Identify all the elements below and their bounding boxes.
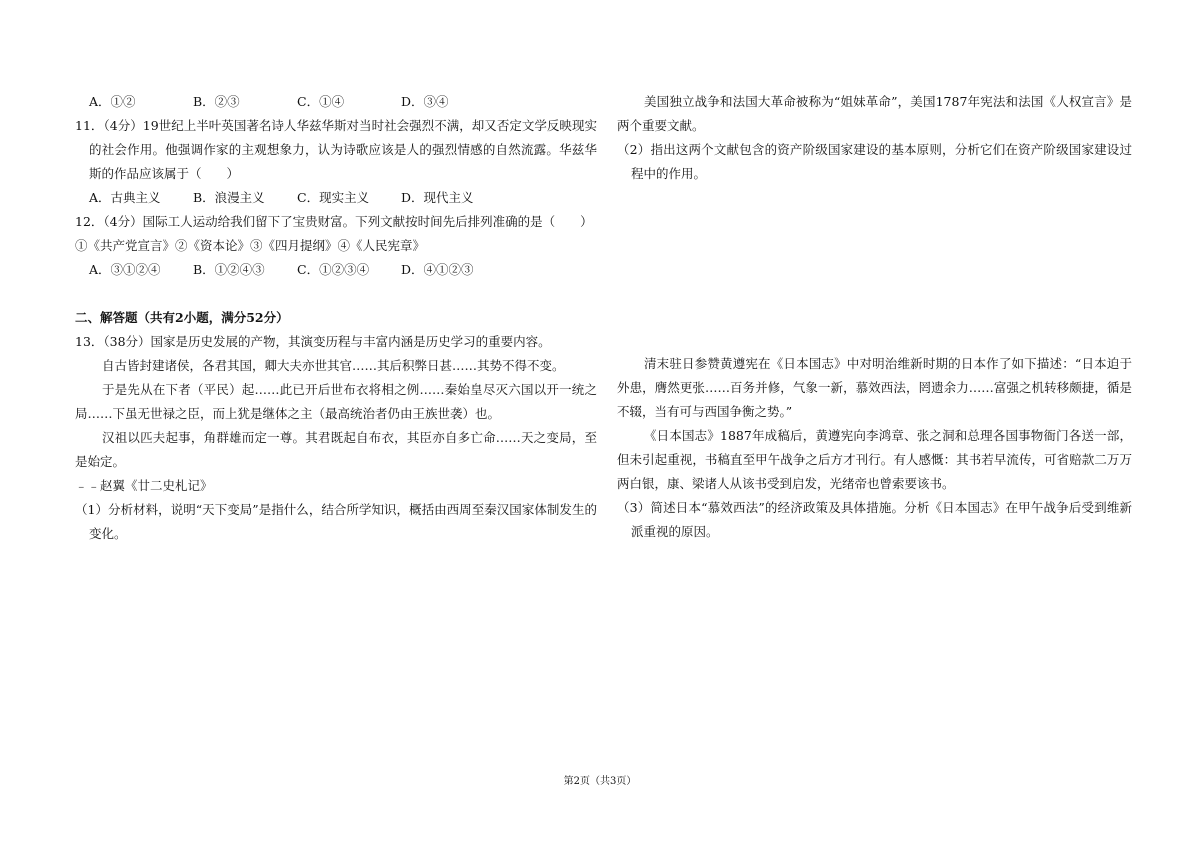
q13-subquestion-2: （2）指出这两个文献包含的资产阶级国家建设的基本原则，分析它们在资产阶级国家建设过程中的作用。 <box>617 142 1132 181</box>
q13-material-paragraph-4: 美国独立战争和法国大革命被称为“姐妹革命”，美国1787年宪法和法国《人权宣言》是两个重要文献。 <box>617 94 1132 133</box>
q12-option-c: C．①②③④ <box>297 262 370 277</box>
q13-subquestion-3: （3）简述日本“慕效西法”的经济政策及具体措施。分析《日本国志》在甲午战争后受到维新派重视的原因。 <box>617 500 1132 539</box>
q13-stem: 13．（38分）国家是历史发展的产物，其演变历程与丰富内涵是历史学习的重要内容。 <box>75 334 551 349</box>
q11-option-a: A．古典主义 <box>89 190 161 205</box>
section-title: 二、解答题（共有2小题，满分52分） <box>75 310 289 325</box>
q12-option-b: B．①②④③ <box>193 262 265 277</box>
q11-option-d: D．现代主义 <box>401 190 474 205</box>
q12-stem: 12．（4分）国际工人运动给我们留下了宝贵财富。下列文献按时间先后排列准确的是（ ） <box>75 214 593 229</box>
answer-space <box>617 186 1132 352</box>
q13-material-paragraph-6: 《日本国志》1887年成稿后，黄遵宪向李鸿章、张之洞和总理各国事物衙门各送一部，但未引起重视，书稿直至甲午战争之后方才刊行。有人感慨：其书若早流传，可省赔款二万万两白银，康、梁诸人从该书受到启发，光绪帝也曾索要该书。 <box>617 428 1132 491</box>
left-column <box>75 90 597 546</box>
q10-option-b: B．②③ <box>193 94 240 109</box>
q10-options <box>75 90 597 114</box>
q11-stem: 11．（4分）19世纪上半叶英国著名诗人华兹华斯对当时社会强烈不满，却又否定文学反映现实的社会作用。他强调作家的主观想象力，认为诗歌应该是人的强烈情感的自然流露。华兹华斯的作品应该属于（ ） <box>75 118 597 181</box>
q13-source: ﹣﹣赵翼《廿二史札记》 <box>75 478 213 493</box>
q12-option-a: A．③①②④ <box>89 262 161 277</box>
q13-material-paragraph-1: 自古皆封建诸侯，各君其国，卿大夫亦世其官……其后积弊日甚……其势不得不变。 <box>102 358 565 373</box>
q10-option-d: D．③④ <box>401 94 449 109</box>
q13-material-paragraph-2: 于是先从在下者（平民）起……此已开后世布衣将相之例……秦始皇尽灭六国以开一统之局……下虽无世禄之臣，而上犹是继体之主（最高统治者仍由王族世袭）也。 <box>75 382 597 421</box>
q11-option-b: B．浪漫主义 <box>193 190 265 205</box>
q11-options <box>75 186 597 210</box>
page-footer: 第2页（共3页） <box>563 776 637 787</box>
q13-material-paragraph-5: 清末驻日参赞黄遵宪在《日本国志》中对明治维新时期的日本作了如下描述：“日本迫于外患，膺然更张……百务并修，气象一新，慕效西法，罔遗余力……富强之机转移颇捷，循是不辍，当有可与西国争衡之势。” <box>617 356 1132 419</box>
q10-option-a: A．①② <box>89 94 136 109</box>
q11-option-c: C．现实主义 <box>297 190 370 205</box>
right-column <box>617 90 1132 544</box>
q12-options <box>75 258 597 282</box>
q13-subquestion-1: （1）分析材料，说明“天下变局”是指什么，结合所学知识，概括由西周至秦汉国家体制发生的变化。 <box>75 502 597 541</box>
q12-documents: ①《共产党宣言》②《资本论》③《四月提纲》④《人民宪章》 <box>75 238 426 253</box>
q10-option-c: C．①④ <box>297 94 345 109</box>
q13-material-paragraph-3: 汉祖以匹夫起事，角群雄而定一尊。其君既起自布衣，其臣亦自多亡命……天之变局，至是始定。 <box>75 430 597 469</box>
q12-option-d: D．④①②③ <box>401 262 474 277</box>
